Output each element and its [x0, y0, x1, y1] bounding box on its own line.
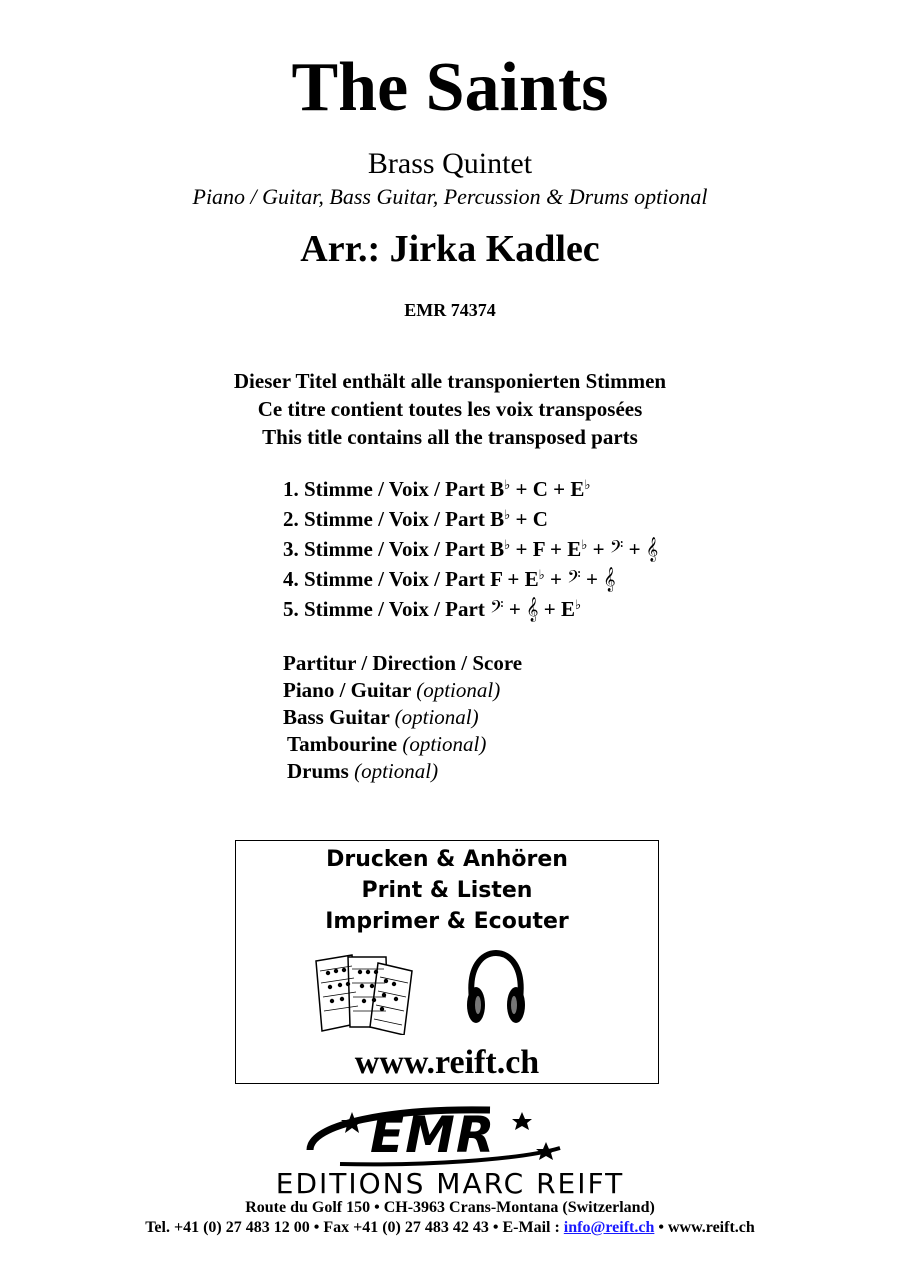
- emr-logo-text: EMR: [370, 1106, 496, 1164]
- publisher-name: EDITIONS MARC REIFT: [275, 1167, 625, 1200]
- part-item: [283, 530, 658, 560]
- sheet-music-icon: [308, 951, 428, 1035]
- part-number: 2.: [283, 507, 299, 531]
- catalog-number: EMR 74374: [404, 300, 496, 320]
- part-item: [283, 590, 658, 620]
- part-prefix: Stimme / Voix / Part: [304, 507, 485, 531]
- print-box-line-french: Imprimer & Ecouter: [325, 909, 569, 934]
- headphones-icon: [464, 949, 528, 1033]
- part-item: [283, 470, 658, 500]
- publisher-contact: Tel. +41 (0) 27 483 12 00 • Fax +41 (0) 27 483 42 43 • E-Mail : info@reift.ch • www.reift.ch: [145, 1219, 755, 1236]
- publisher-address: Route du Golf 150 • CH-3963 Crans-Montana (Switzerland): [245, 1199, 655, 1216]
- part-prefix: Stimme / Voix / Part: [304, 477, 485, 501]
- page-title: The Saints: [291, 49, 609, 126]
- notice-english: This title contains all the transposed parts: [262, 425, 638, 449]
- part-keys: B♭ + C: [490, 507, 548, 531]
- notice-french: Ce titre contient toutes les voix transposées: [257, 397, 643, 421]
- extra-item: Bass Guitar (optional): [283, 705, 479, 729]
- print-listen-box: [235, 840, 659, 1084]
- part-prefix: Stimme / Voix / Part: [304, 537, 485, 561]
- email-link[interactable]: info@reift.ch: [563, 1219, 655, 1236]
- extra-item: Partitur / Direction / Score: [283, 651, 523, 675]
- part-keys: B♭ + C + E♭: [490, 477, 591, 501]
- arranger: Arr.: Jirka Kadlec: [300, 228, 600, 270]
- print-box-line-english: Print & Listen: [361, 878, 533, 903]
- extra-item: Drums (optional): [287, 759, 439, 783]
- notice-german: Dieser Titel enthält alle transponierten Stimmen: [233, 369, 667, 393]
- part-keys: 𝄢 + 𝄞 + E♭: [490, 597, 582, 621]
- website-url[interactable]: www.reift.ch: [354, 1044, 540, 1081]
- part-prefix: Stimme / Voix / Part: [304, 567, 485, 591]
- print-box-line-german: Drucken & Anhören: [326, 847, 568, 872]
- part-number: 1.: [283, 477, 299, 501]
- part-number: 5.: [283, 597, 299, 621]
- part-number: 3.: [283, 537, 299, 561]
- part-item: [283, 500, 658, 530]
- extras-list: [283, 650, 522, 785]
- part-number: 4.: [283, 567, 299, 591]
- part-prefix: Stimme / Voix / Part: [304, 597, 485, 621]
- subtitle: Brass Quintet: [367, 147, 533, 180]
- part-keys: F + E♭ + 𝄢 + 𝄞: [490, 567, 616, 591]
- optional-instruments: Piano / Guitar, Bass Guitar, Percussion & Drums optional: [192, 184, 708, 209]
- extra-item: Tambourine (optional): [287, 732, 487, 756]
- part-keys: B♭ + F + E♭ + 𝄢 + 𝄞: [490, 537, 659, 561]
- parts-list: [283, 470, 658, 620]
- part-item: [283, 560, 658, 590]
- extra-item: Piano / Guitar (optional): [283, 678, 501, 702]
